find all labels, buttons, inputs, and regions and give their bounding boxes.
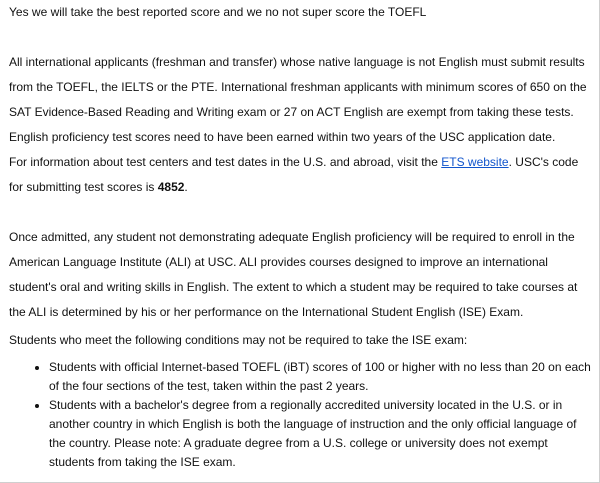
test-info-text: For information about test centers and test dates in the U.S. and abroad, visit the	[9, 155, 442, 169]
ets-website-link[interactable]: ETS website	[441, 155, 509, 169]
validity-paragraph: English proficiency test scores need to have been earned within two years of the USC application date.	[9, 130, 556, 144]
answer-content	[9, 0, 591, 472]
spacer	[9, 200, 591, 225]
intro-text: Yes we will take the best reported score and we no not super score the TOEFL	[9, 5, 427, 19]
usc-code: 4852	[157, 180, 185, 194]
requirements-paragraph: All international applicants (freshman and transfer) whose native language is not English must submit results from the TOEFL, the IELTS or the PTE. International freshman applicants with minimum scores of 650 on the SAT Evidence-Based Reading and Writing exam or 27 on ACT English are exempt from taking these tests.	[9, 55, 587, 119]
ali-paragraph: Once admitted, any student not demonstrating adequate English proficiency will be required to enroll in the American Language Institute (ALI) at USC. ALI provides courses designed to improve an international student's oral and writing skills in English. The extent to which a student may be required to take courses at the ALI is determined by his or her performance on the International Student English (ISE) Exam.	[9, 230, 578, 319]
exemption-conditions-list	[9, 358, 591, 472]
test-code-text: . USC's code for submitting test scores is	[9, 155, 579, 194]
test-info-paragraph	[9, 150, 591, 200]
period: .	[184, 180, 188, 194]
list-item: • Students with official Internet-based TOEFL (iBT) scores of 100 or higher with no less than 20 on each of the four sections of the test, taken within the past 2 years.	[49, 358, 591, 396]
spacer	[9, 25, 591, 50]
list-item: • Students with a bachelor's degree from a regionally accredited university located in the U.S. or in another country in which English is both the language of instruction and the only official language of the country. Please note: A graduate degree from a U.S. college or university does not exempt students from taking the ISE exam.	[49, 396, 591, 472]
ise-exemption-intro: Students who meet the following conditions may not be required to take the ISE exam:	[9, 333, 468, 347]
